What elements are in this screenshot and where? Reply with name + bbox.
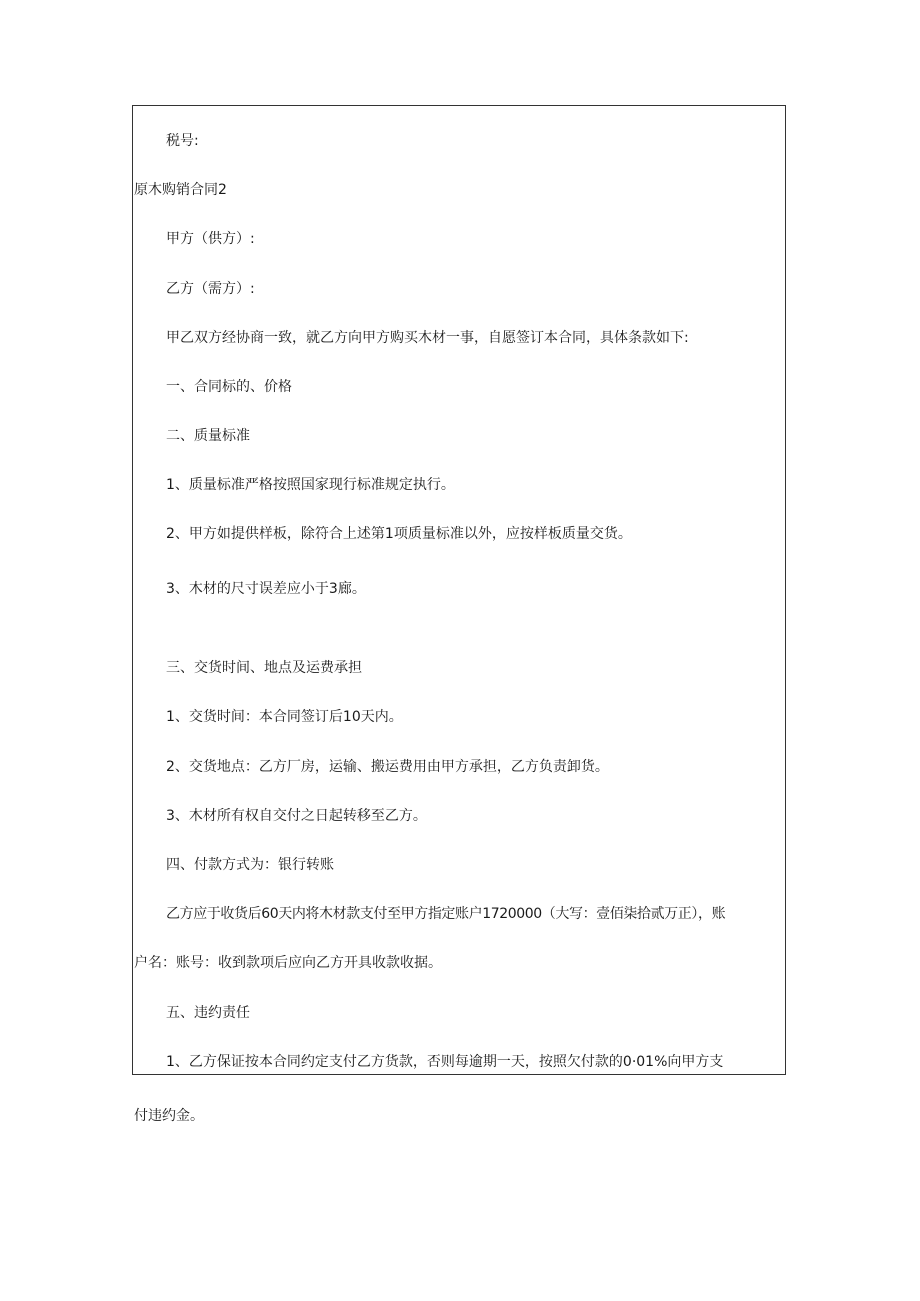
section-4-paragraph-line-1: 乙方应于收货后60天内将木材款支付至甲方指定账户1720000（大写：壹佰柒拾贰万正），账 [166,906,726,922]
section-5-heading: 五、违约责任 [166,1005,250,1021]
section-5-item-1-line-1: 1、乙方保证按本合同约定支付乙方货款，否则每逾期一天，按照欠付款的0·01%向甲方支 [166,1054,724,1070]
party-b-label: 乙方（需方）: [166,281,255,297]
section-2-heading: 二、质量标准 [166,428,250,444]
section-2-item-1: 1、质量标准严格按照国家现行标准规定执行。 [166,477,455,493]
document-title: 原木购销合同2 [134,182,227,198]
section-2-item-3: 3、木材的尺寸误差应小于3廊。 [166,581,366,597]
section-5-item-1-line-2: 付违约金。 [134,1108,204,1124]
section-3-item-3: 3、木材所有权自交付之日起转移至乙方。 [166,808,427,824]
section-3-item-1: 1、交货时间：本合同签订后10天内。 [166,709,403,725]
tax-number-label: 税号: [166,133,199,149]
intro-paragraph: 甲乙双方经协商一致，就乙方向甲方购买木材一事，自愿签订本合同，具体条款如下: [166,330,689,346]
section-4-paragraph-line-2: 户名：账号：收到款项后应向乙方开具收款收据。 [134,955,442,971]
section-3-heading: 三、交货时间、地点及运费承担 [166,660,362,676]
party-a-label: 甲方（供方）: [166,231,255,247]
section-2-item-2: 2、甲方如提供样板，除符合上述第1项质量标准以外，应按样板质量交货。 [166,526,632,542]
section-1-heading: 一、合同标的、价格 [166,379,292,395]
section-3-item-2: 2、交货地点：乙方厂房，运输、搬运费用由甲方承担，乙方负责卸货。 [166,759,609,775]
section-4-heading: 四、付款方式为：银行转账 [166,857,334,873]
